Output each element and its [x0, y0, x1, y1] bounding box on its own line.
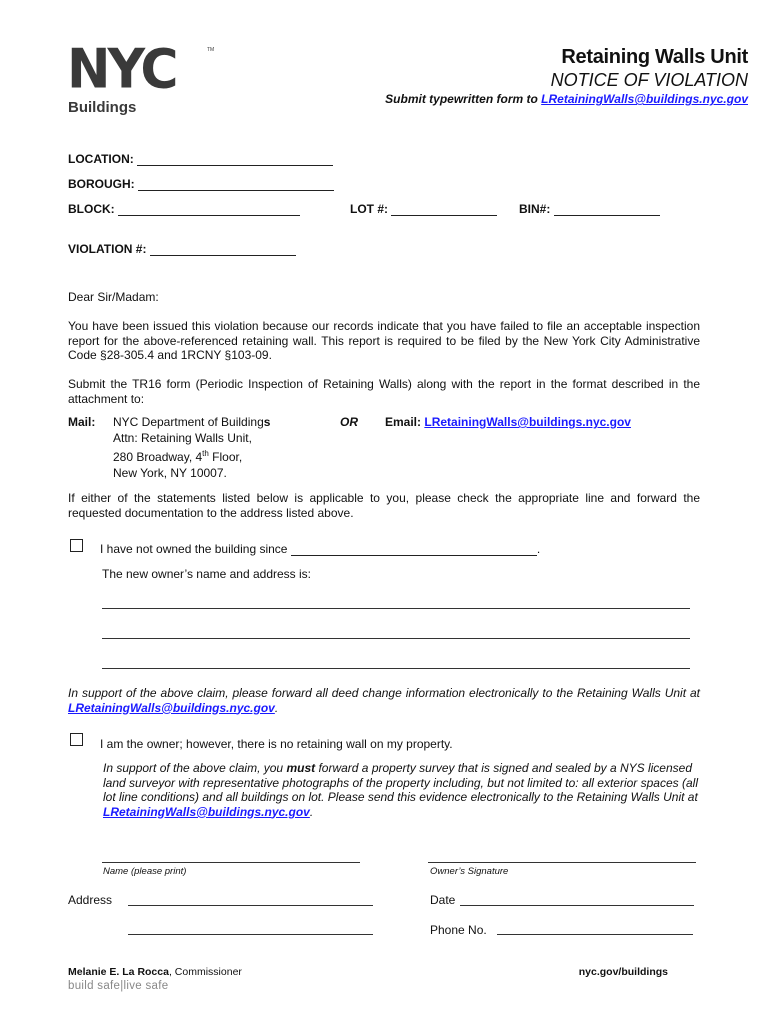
deed-support-email-link[interactable]: LRetainingWalls@buildings.nyc.gov	[68, 700, 275, 715]
not-owner-text: I have not owned the building since	[100, 542, 288, 556]
mail-line-1: NYC Department of Buildings	[113, 415, 271, 429]
trademark-mark: TM	[207, 47, 215, 53]
no-wall-statement: I am the owner; however, there is no retaining wall on my property.	[100, 737, 453, 751]
borough-field	[68, 177, 334, 191]
mail-address	[113, 415, 270, 481]
address-line-2[interactable]	[128, 934, 373, 935]
name-print-label: Name (please print)	[103, 866, 187, 877]
violation-input[interactable]	[150, 243, 296, 256]
or-label: OR	[340, 415, 358, 429]
new-owner-label: The new owner’s name and address is:	[102, 567, 312, 581]
mail-line-2: Attn: Retaining Walls Unit,	[113, 430, 252, 445]
submit-instruction	[385, 92, 748, 106]
block-field	[68, 202, 300, 216]
lot-input[interactable]	[391, 203, 497, 216]
submit-prefix: Submit typewritten form to	[385, 92, 542, 106]
new-owner-line-1[interactable]	[102, 608, 690, 609]
location-label: LOCATION:	[68, 152, 134, 166]
mail-label: Mail:	[68, 415, 96, 429]
statements-paragraph: If either of the statements listed below is applicable to you, please check the appropriate line and forward the requested documentation to the address listed above.	[68, 491, 700, 520]
survey-support-paragraph: In support of the above claim, you must forward a property survey that is signed and sealed by a NYS licensed land surveyor with representative photographs of the property including, but not limited to: all exterior spaces (all lot line conditions) and all buildings on lot. Please send this evidence electronically to the Retaining Walls Unit at LRetainingWalls@buildings.nyc.gov.	[103, 761, 698, 819]
phone-label: Phone No.	[430, 923, 487, 937]
date-line[interactable]	[460, 905, 694, 906]
bin-label: BIN#:	[519, 202, 551, 216]
deed-support-paragraph: In support of the above claim, please forward all deed change information electronically to the Retaining Walls Unit at LRetainingWalls@buildings.nyc.gov.	[68, 686, 700, 715]
commissioner-name: Melanie E. La Rocca	[68, 966, 169, 978]
bin-input[interactable]	[554, 203, 660, 216]
violation-field	[68, 242, 296, 256]
mail-line-3: 280 Broadway, 4th Floor,	[113, 449, 243, 464]
new-owner-line-2[interactable]	[102, 638, 690, 639]
location-input[interactable]	[137, 153, 333, 166]
logo-subtitle: Buildings	[68, 99, 137, 116]
address-line-1[interactable]	[128, 905, 373, 906]
borough-input[interactable]	[138, 178, 334, 191]
email-line	[385, 415, 631, 429]
address-label: Address	[68, 893, 113, 907]
date-label: Date	[430, 893, 456, 907]
block-input[interactable]	[118, 203, 300, 216]
mail-line-4: New York, NY 10007.	[113, 465, 227, 480]
page-title: Retaining Walls Unit	[561, 46, 748, 68]
new-owner-line-3[interactable]	[102, 668, 690, 669]
email-link[interactable]: LRetainingWalls@buildings.nyc.gov	[424, 415, 631, 429]
borough-label: BOROUGH:	[68, 177, 135, 191]
commissioner-title: , Commissioner	[168, 966, 242, 978]
owned-since-input[interactable]	[291, 543, 537, 556]
not-owner-checkbox[interactable]	[70, 539, 83, 552]
violation-label: VIOLATION #:	[68, 242, 147, 256]
survey-support-email-link[interactable]: LRetainingWalls@buildings.nyc.gov	[103, 804, 310, 819]
tagline: build safe|live safe	[68, 980, 169, 992]
nyc-buildings-logo	[67, 38, 217, 119]
website: nyc.gov/buildings	[578, 966, 668, 978]
commissioner-line	[68, 966, 242, 978]
not-owner-statement: I have not owned the building since .	[100, 542, 541, 556]
bin-field	[519, 202, 660, 216]
block-label: BLOCK:	[68, 202, 115, 216]
salutation: Dear Sir/Madam:	[68, 290, 159, 304]
lot-label: LOT #:	[350, 202, 388, 216]
phone-line[interactable]	[497, 934, 693, 935]
submit-email-link[interactable]: LRetainingWalls@buildings.nyc.gov	[541, 92, 748, 106]
owner-signature-line[interactable]	[428, 862, 696, 863]
lot-field	[350, 202, 497, 216]
violation-paragraph: You have been issued this violation because our records indicate that you have failed to file an acceptable inspection report for the above-referenced retaining wall. This report is required to be filed by the New York City Administrative Code §28-305.4 and 1RCNY §103-09.	[68, 319, 700, 362]
notice-subtitle: NOTICE OF VIOLATION	[550, 70, 748, 90]
email-label: Email:	[385, 415, 425, 429]
location-field	[68, 152, 333, 166]
name-print-line[interactable]	[102, 862, 360, 863]
submit-paragraph: Submit the TR16 form (Periodic Inspection of Retaining Walls) along with the report in the format described in the attachment to:	[68, 377, 700, 406]
no-wall-checkbox[interactable]	[70, 733, 83, 746]
nyc-logo-text: NYC	[67, 38, 176, 101]
owner-signature-label: Owner’s Signature	[430, 866, 509, 877]
